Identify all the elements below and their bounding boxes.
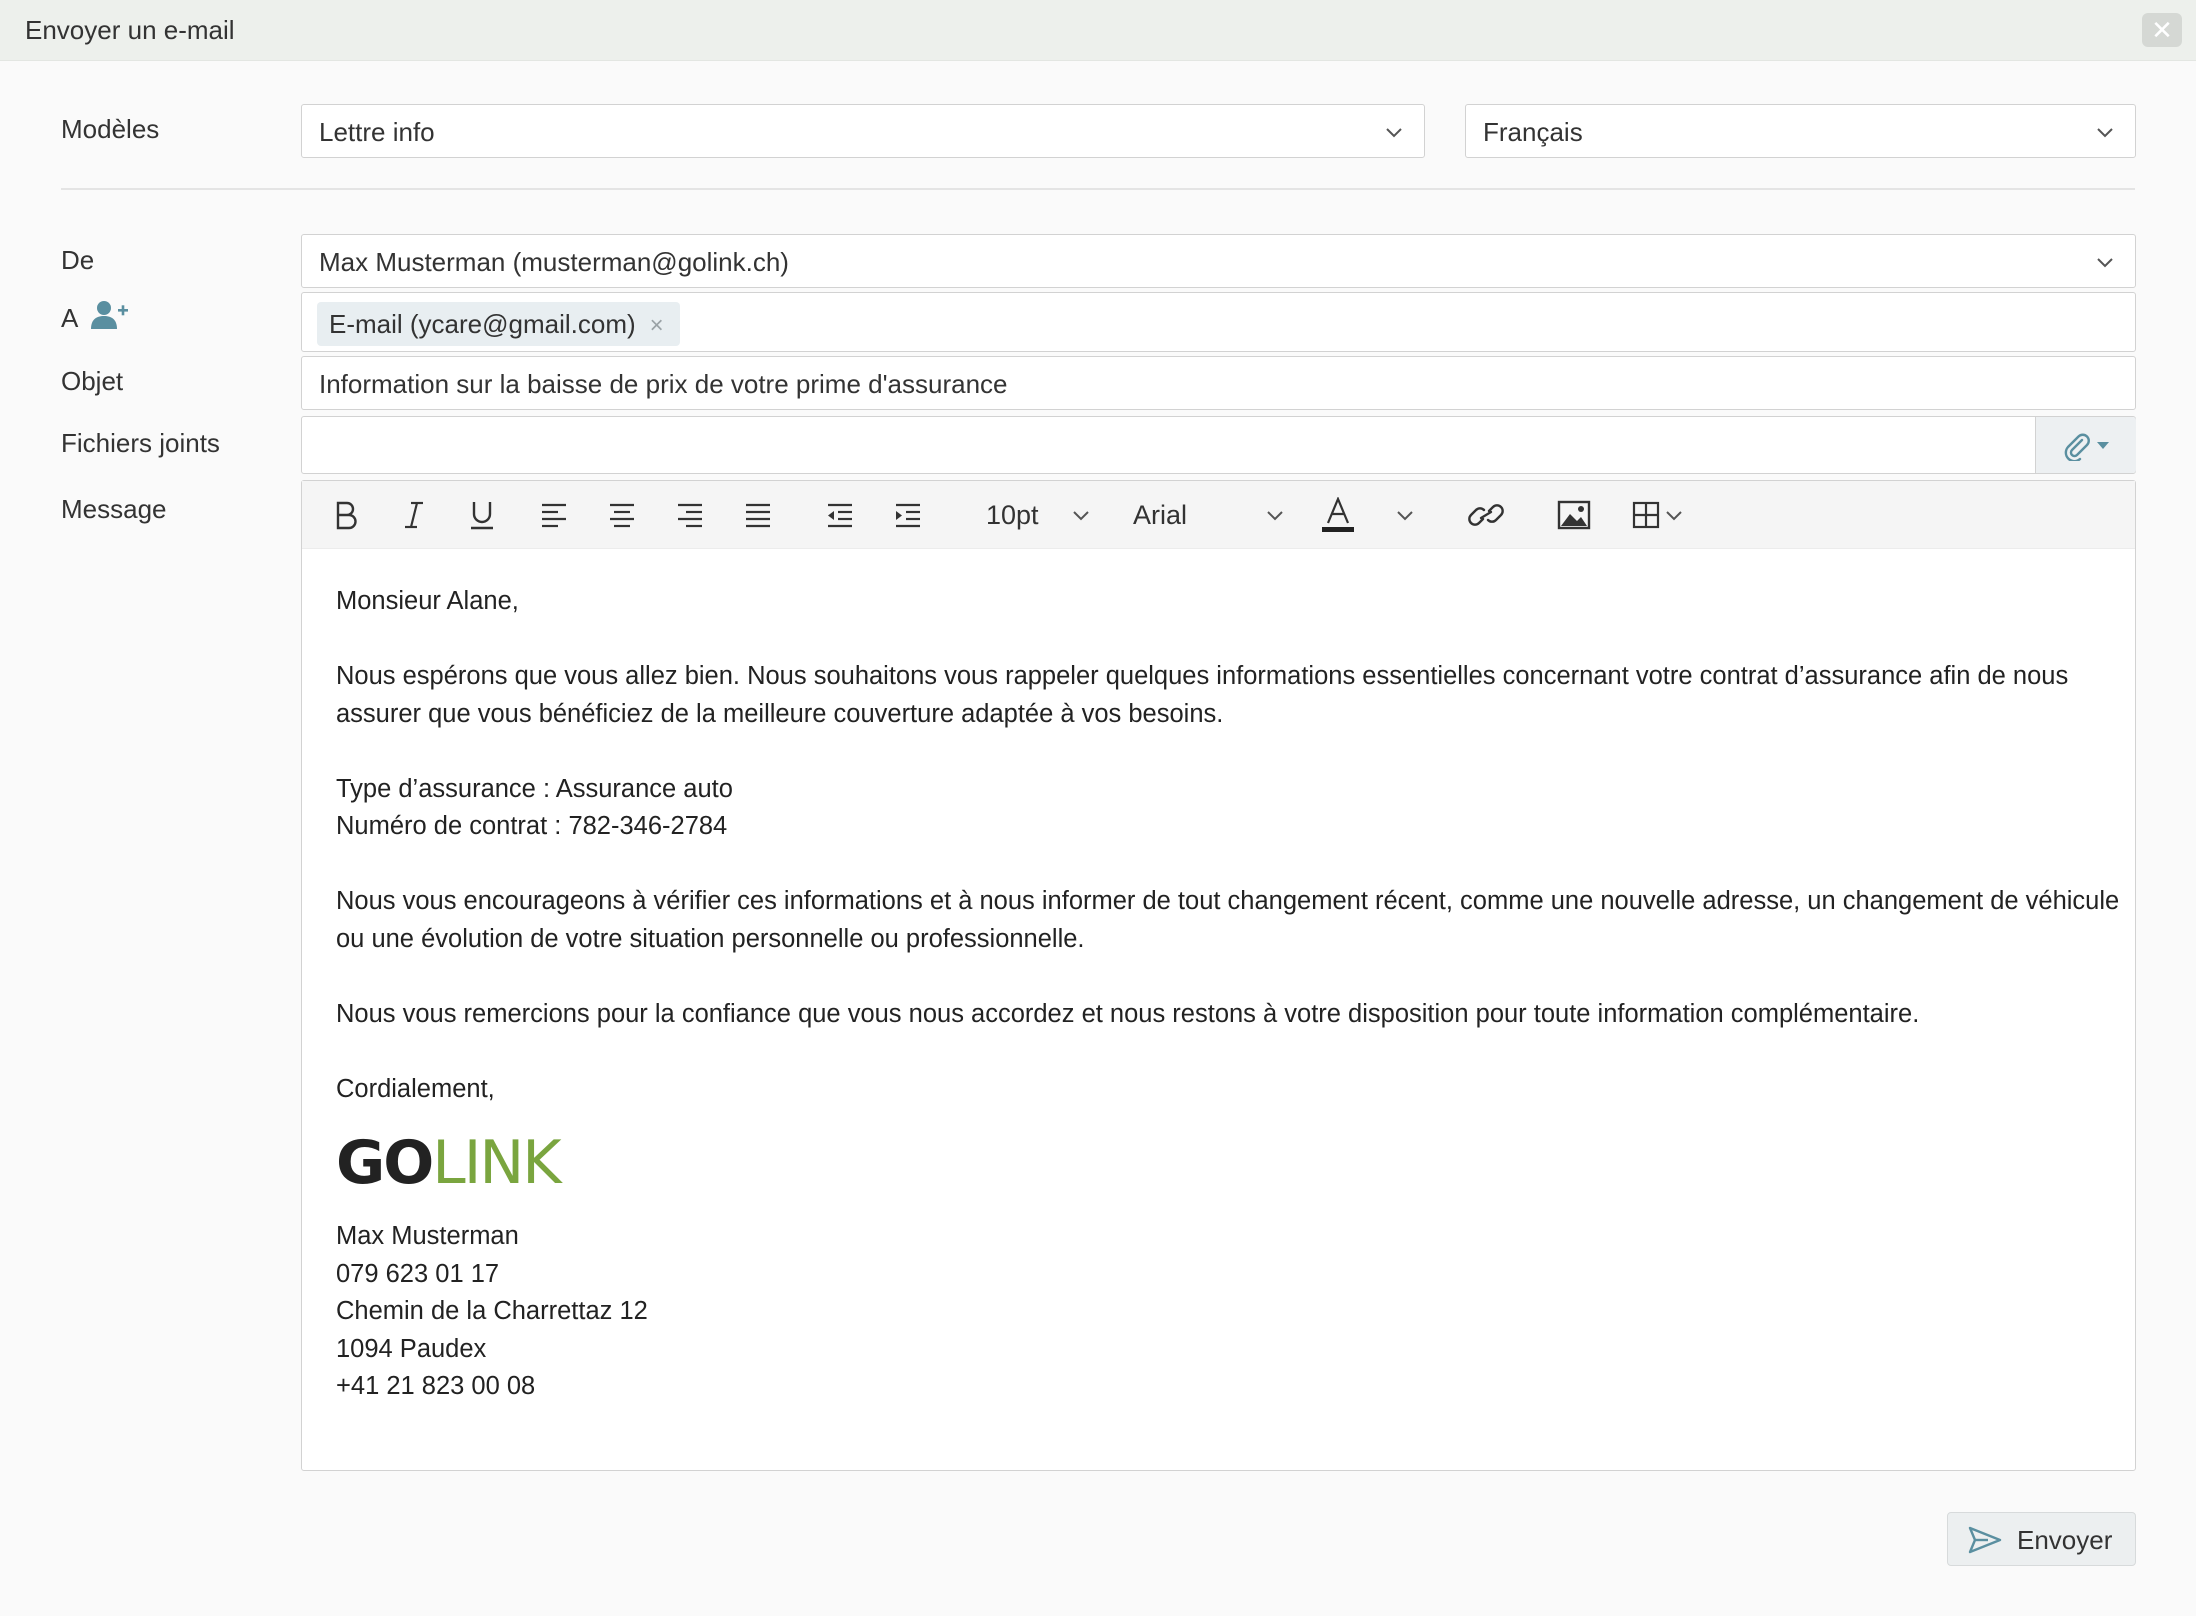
bold-icon: [333, 500, 359, 530]
align-right-button[interactable]: [672, 495, 708, 535]
from-select[interactable]: [301, 234, 2136, 288]
chevron-down-icon: [1664, 505, 1684, 525]
attachments-label: Fichiers joints: [61, 428, 220, 458]
send-button[interactable]: [1947, 1512, 2136, 1566]
signature-street: Chemin de la Charrettaz 12: [336, 1297, 648, 1325]
text-color-dropdown[interactable]: [1390, 495, 1420, 535]
close-icon: ✕: [2151, 15, 2173, 45]
align-center-icon: [608, 502, 636, 528]
outdent-button[interactable]: [822, 495, 858, 535]
table-icon: [1632, 501, 1660, 529]
from-label: De: [61, 245, 95, 275]
paragraph: Nous vous encourageons à vérifier ces informations et à nous informer de tout changement récent, comme une nouvelle adresse, un changement de véhicule ou une évolution de votre situation personnelle ou professionnelle.: [336, 887, 2120, 953]
align-right-icon: [676, 502, 704, 528]
signature-name: Max Musterman: [336, 1222, 519, 1250]
underline-button[interactable]: [464, 495, 500, 535]
message-editor[interactable]: [301, 480, 2136, 1471]
remove-recipient-icon[interactable]: ×: [649, 312, 664, 339]
send-icon: [1968, 1526, 2002, 1554]
greeting: Monsieur Alane,: [336, 587, 519, 615]
chevron-down-icon: [2095, 252, 2115, 272]
underline-icon: [468, 499, 496, 531]
paperclip-icon: [2062, 431, 2092, 461]
from-select-value: Max Musterman (musterman@golink.ch): [319, 247, 789, 277]
signature-phone2: +41 21 823 00 08: [336, 1372, 536, 1400]
insert-image-button[interactable]: [1554, 495, 1594, 535]
image-icon: [1557, 500, 1591, 530]
font-size-select[interactable]: [986, 495, 1106, 535]
close-button[interactable]: [2142, 13, 2182, 47]
message-body[interactable]: [336, 583, 2126, 1406]
align-left-button[interactable]: [536, 495, 572, 535]
align-left-icon: [540, 502, 568, 528]
link-icon: [1467, 500, 1505, 530]
font-family-value: Arial: [1133, 499, 1188, 530]
chevron-down-icon: [2095, 122, 2115, 142]
align-center-button[interactable]: [604, 495, 640, 535]
attachments-field[interactable]: [301, 416, 2136, 474]
subject-label: Objet: [61, 366, 124, 396]
chevron-down-icon: [1265, 505, 1285, 525]
recipient-tag: [317, 302, 680, 346]
closing: Cordialement,: [336, 1074, 495, 1103]
to-label: A: [61, 303, 79, 333]
divider: [61, 188, 2135, 190]
message-label: Message: [61, 494, 167, 524]
subject-input-value: Information sur la baisse de prix de votre prime d'assurance: [319, 369, 1008, 399]
text-color-icon: [1320, 497, 1356, 533]
outdent-icon: [826, 502, 854, 528]
template-select[interactable]: [301, 104, 1425, 158]
template-select-value: Lettre info: [319, 117, 435, 147]
attach-file-button[interactable]: [2035, 417, 2136, 473]
indent-button[interactable]: [890, 495, 926, 535]
align-justify-button[interactable]: [740, 495, 776, 535]
paragraph: Nous vous remercions pour la confiance que vous nous accordez et nous restons à votre disposition pour toute information complémentaire.: [336, 999, 1920, 1028]
recipient-tag-label: E-mail (ycare@gmail.com): [329, 309, 636, 339]
chevron-down-icon: [1395, 505, 1415, 525]
caret-down-icon: [2096, 441, 2110, 451]
contract-number: Numéro de contrat : 782-346-2784: [336, 812, 728, 840]
signature-phone: 079 623 01 17: [336, 1259, 500, 1288]
paragraph: Nous espérons que vous allez bien. Nous souhaitons vous rappeler quelques informations essentielles concernant votre contrat d’assurance afin de nous assurer que vous bénéficiez de la meilleure couverture adaptée à vos besoins.: [336, 662, 2069, 728]
insert-link-button[interactable]: [1466, 495, 1506, 535]
golink-logo: GOLINK: [336, 1128, 560, 1198]
italic-button[interactable]: [396, 495, 432, 535]
chevron-down-icon: [1071, 505, 1091, 525]
align-justify-icon: [744, 502, 772, 528]
signature-city: 1094 Paudex: [336, 1334, 487, 1363]
italic-icon: [401, 500, 427, 530]
language-select-value: Français: [1483, 117, 1583, 147]
insert-table-button[interactable]: [1632, 495, 1696, 535]
subject-input[interactable]: [301, 356, 2136, 410]
send-button-label: Envoyer: [2017, 1525, 2113, 1555]
chevron-down-icon: [1384, 122, 1404, 142]
text-color-button[interactable]: [1316, 495, 1360, 535]
font-size-value: 10pt: [986, 499, 1039, 530]
indent-icon: [894, 502, 922, 528]
dialog-title: Envoyer un e-mail: [25, 15, 235, 45]
editor-toolbar: [302, 481, 2135, 549]
dialog-titlebar: [0, 0, 2196, 61]
language-select[interactable]: [1465, 104, 2136, 158]
bold-button[interactable]: [328, 495, 364, 535]
templates-label: Modèles: [61, 114, 160, 144]
add-contact-icon[interactable]: [91, 300, 129, 335]
insurance-type: Type d’assurance : Assurance auto: [336, 774, 733, 803]
font-family-select[interactable]: [1133, 495, 1293, 535]
